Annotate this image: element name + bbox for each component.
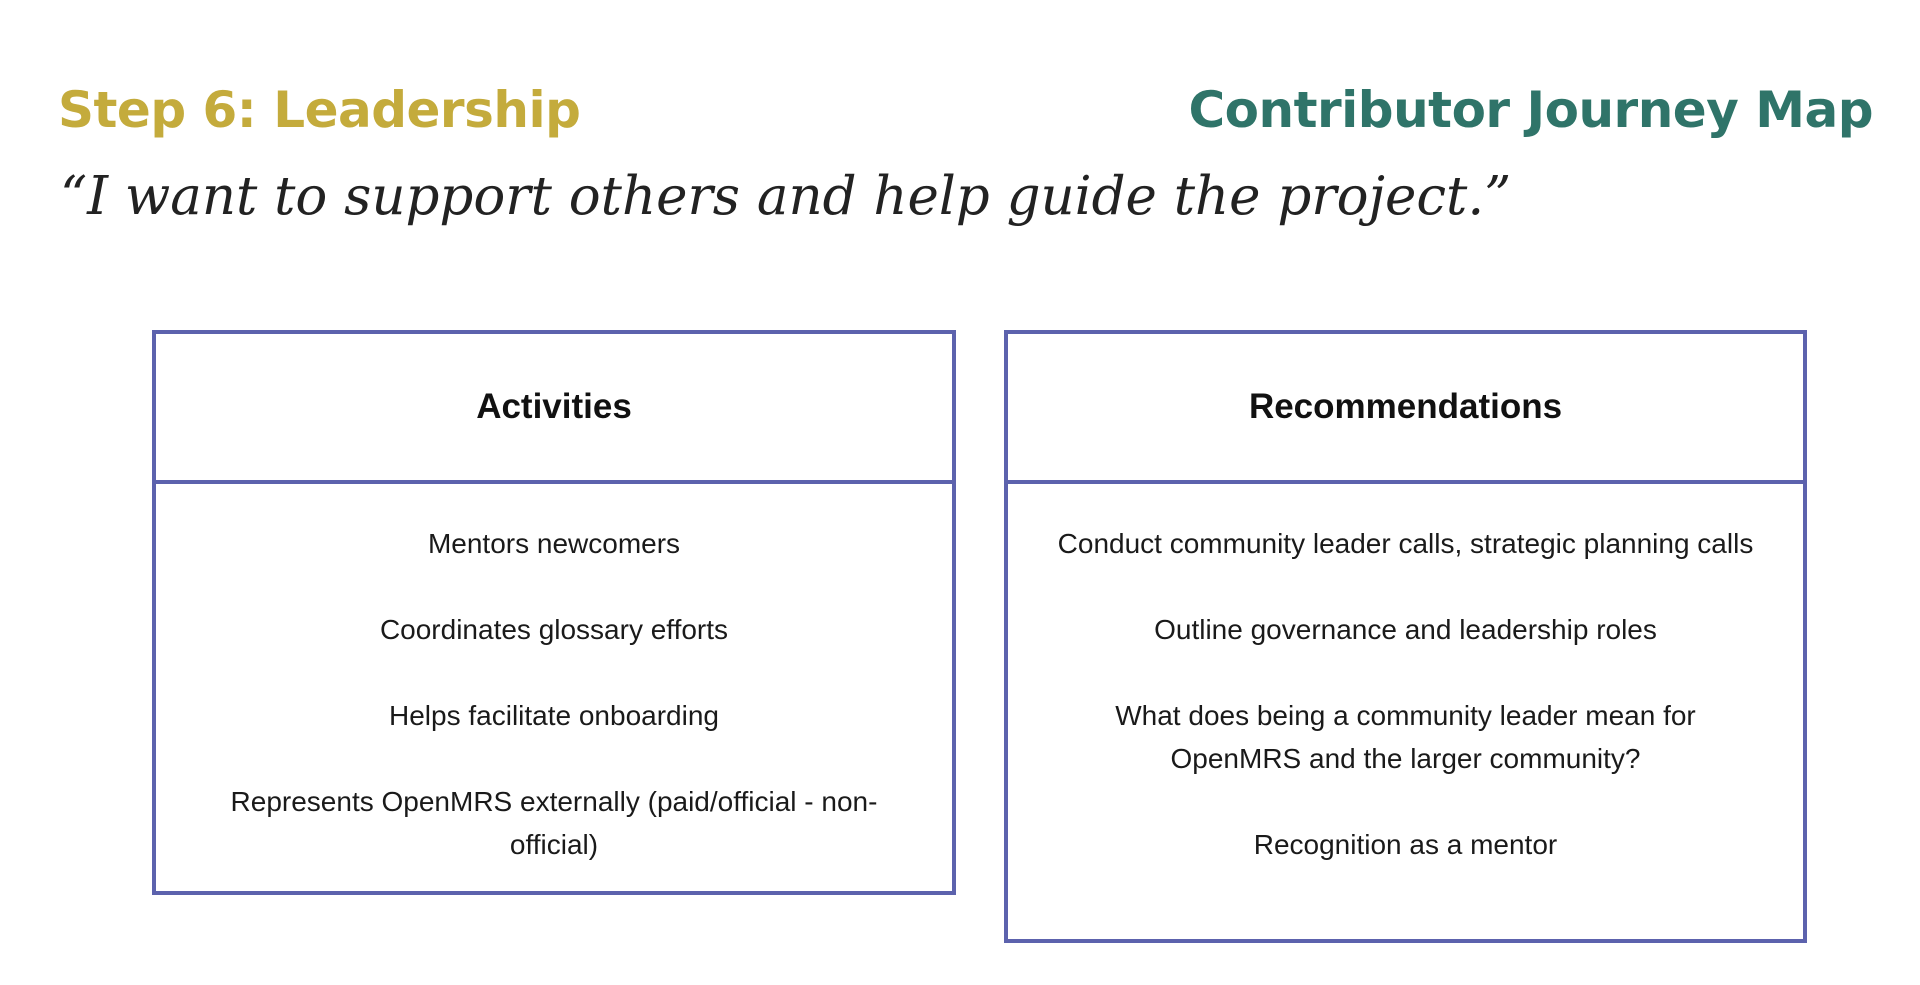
list-item: Coordinates glossary efforts [379,614,729,645]
activities-panel [152,330,956,895]
list-item: Outline governance and leadership roles [1154,614,1657,645]
recommendations-heading: Recommendations [1008,334,1803,484]
quote: “I want to support others and help guide the project.” [60,166,1512,227]
activities-heading: Activities [156,334,952,484]
recommendations-panel [1004,330,1807,943]
activities-list [156,484,952,866]
list-item: Represents OpenMRS externally (paid/official - non-official) [230,786,878,860]
list-item: Conduct community leader calls, strategic planning calls [1057,528,1754,559]
list-item: Mentors newcomers [427,528,681,559]
journey-map-title: Contributor Journey Map [1188,81,1873,139]
step-title: Step 6: Leadership [58,81,581,139]
list-item: What does being a community leader mean for OpenMRS and the larger community? [1115,700,1696,774]
list-item: Helps facilitate onboarding [389,700,719,731]
list-item: Recognition as a mentor [1253,829,1558,860]
recommendations-list [1008,484,1803,866]
